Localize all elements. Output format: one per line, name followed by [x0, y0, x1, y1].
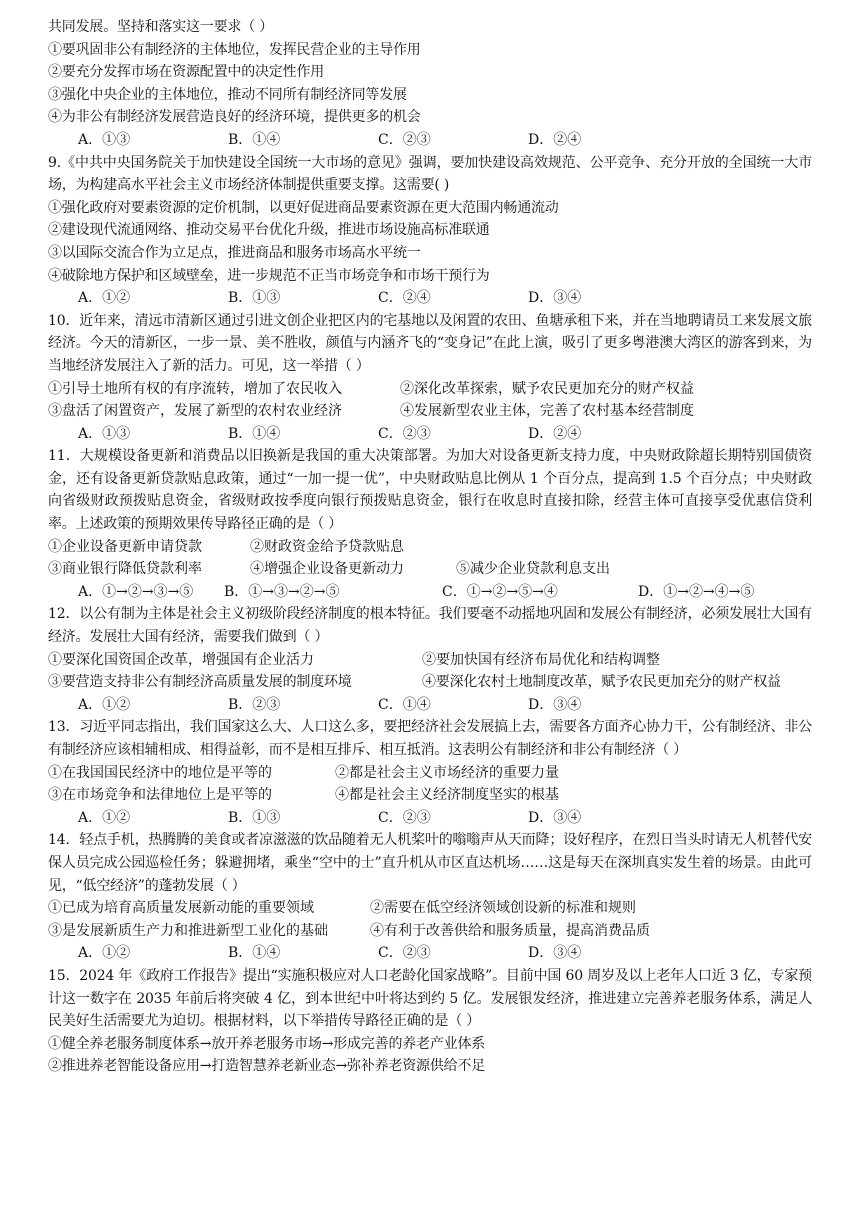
statement-1: ①强化政府对要素资源的定价机制，以更好促进商品要素资源在更大范围内畅通流动 [48, 199, 559, 216]
option-b: B．①④ [228, 425, 281, 442]
question-15 [48, 965, 812, 1078]
option-a: A．①② [78, 290, 131, 307]
statement-2: ②要充分发挥市场在资源配置中的决定性作用 [48, 64, 324, 81]
statement-4: ④要深化农村土地制度改革，赋予农民更加充分的财产权益 [422, 674, 781, 691]
question-10 [48, 310, 812, 446]
statement-2: ②建设现代流通网络、推动交易平台优化升级，推进市场设施高标准联通 [48, 222, 490, 239]
question-stem: 13．习近平同志指出，我们国家这么大、人口这么多，要把经济社会发展搞上去，需要各方面齐心协力干，公有制经济、非公有制经济应该相辅相成、相得益彰，而不是相互排斥、相互抵消。这表明公有制经济和非公有制经济（ ） [48, 719, 812, 758]
option-b: B．①④ [228, 131, 281, 148]
option-c: C．②④ [378, 290, 431, 307]
question-9 [48, 152, 812, 310]
option-c: C．②③ [378, 809, 431, 826]
option-d: D．③④ [528, 696, 582, 713]
option-a: A．①→②→③→⑤ [78, 583, 194, 600]
option-d: D．③④ [528, 945, 582, 962]
question-stem: 11．大规模设备更新和消费品以旧换新是我国的重大决策部署。为加大对设备更新支持力度，中央财政除超长期特别国债资金，还有设备更新贷款贴息政策，通过“一加一提一优”，中央财政贴息比例从 1 个百分点，提高到 1.5 个百分点；中央财政向省级财政预拨贴息资金，省级财政按季度向银行预拨贴息资金，银行在收息时直接扣除，经营主体可直接享受优惠信贷利率。上述政策的预期效果传导路径正确的是（ ） [48, 448, 812, 533]
option-b: B．①③ [228, 290, 281, 307]
option-d: D．②④ [528, 131, 582, 148]
statement-3: ③强化中央企业的主体地位，推动不同所有制经济同等发展 [48, 86, 407, 103]
option-c: C．②③ [378, 131, 431, 148]
statement-row [48, 378, 812, 401]
statement-1: ①要巩固非公有制经济的主体地位，发挥民营企业的主导作用 [48, 41, 421, 58]
statement-2: ②都是社会主义市场经济的重要力量 [335, 764, 559, 781]
statement-row [48, 558, 812, 581]
statement-3: ③以国际交流合作为立足点，推进商品和服务市场高水平统一 [48, 244, 421, 261]
statement-row [48, 536, 812, 559]
question-stem: 14．轻点手机，热腾腾的美食或者凉滋滋的饮品随着无人机桨叶的嗡嗡声从天而降；设好程序，在烈日当头时请无人机替代安保人员完成公园巡检任务；躲避拥堵，乘坐“空中的士”直升机从市区直达机场……这是每天在深圳真实发生着的场景。由此可见，“低空经济”的蓬勃发展（ ） [48, 832, 812, 894]
answer-options [48, 129, 812, 152]
statement-1: ①已成为培育高质量发展新动能的重要领域 [48, 900, 314, 917]
statement-row [48, 784, 812, 807]
statement-row [48, 920, 812, 943]
option-b: B．①→③→②→⑤ [224, 583, 340, 600]
option-a: A．①③ [78, 131, 131, 148]
option-a: A．①② [78, 945, 131, 962]
question-stem: 15．2024 年《政府工作报告》提出“实施积极应对人口老龄化国家战略”。目前中国 60 周岁及以上老年人口近 3 亿，专家预计这一数字在 2035 年前后将突破 4 亿，到本世纪中叶将达到约 5 亿。发展银发经济，推进建立完善养老服务体系，满足人民美好生活需要尤为迫切。根据材料，以下举措传导路径正确的是（ ） [48, 967, 812, 1030]
question-stem: 12．以公有制为主体是社会主义初级阶段经济制度的根本特征。我们要毫不动摇地巩固和发展公有制经济，必须发展壮大国有经济。发展壮大国有经济，需要我们做到（ ） [48, 606, 812, 646]
statement-4: ④都是社会主义经济制度坚实的根基 [335, 787, 559, 804]
answer-options [48, 287, 812, 310]
option-c: C．②③ [378, 425, 431, 442]
statement-row [48, 649, 812, 672]
statement-3: ③盘活了闲置资产，发展了新型的农村农业经济 [48, 403, 342, 420]
statement-3: ③是发展新质生产力和推进新型工业化的基础 [48, 922, 328, 939]
statement-2: ②推进养老智能设备应用→打造智慧养老新业态→弥补养老资源供给不足 [48, 1058, 486, 1075]
option-a: A．①② [78, 696, 131, 713]
option-d: D．③④ [528, 290, 582, 307]
statement-1: ①企业设备更新申请贷款 [48, 538, 202, 555]
statement-2: ②财政资金给予贷款贴息 [250, 538, 404, 555]
question-stem: 10．近年来，清远市清新区通过引进文创企业把区内的宅基地以及闲置的农田、鱼塘承租下来，并在当地聘请员工来发展文旅经济。今天的清新区，一步一景、美不胜收，颜值与内涵齐飞的“变身记”在此上演，吸引了更多粤港澳大湾区的游客到来，为当地经济发展注入了新的活力。可见，这一举措（ ） [48, 312, 812, 374]
answer-options [48, 423, 812, 446]
statement-4: ④有利于改善供给和服务质量，提高消费品质 [370, 922, 650, 939]
statement-3: ③在市场竞争和法律地位上是平等的 [48, 787, 272, 804]
statement-2: ②深化改革探索，赋予农民更加充分的财产权益 [400, 380, 694, 397]
question-8 [48, 16, 812, 152]
statement-1: ①健全养老服务制度体系→放开养老服务市场→形成完善的养老产业体系 [48, 1035, 486, 1052]
statement-2: ②要加快国有经济布局优化和结构调整 [422, 651, 660, 668]
question-13 [48, 716, 812, 829]
answer-options [48, 694, 812, 717]
answer-options [48, 581, 812, 604]
question-14 [48, 829, 812, 965]
option-b: B．①③ [228, 809, 281, 826]
question-stem-tail: 共同发展。坚持和落实这一要求（ ） [48, 19, 274, 35]
option-a: A．①② [78, 809, 131, 826]
statement-1: ①在我国国民经济中的地位是平等的 [48, 764, 272, 781]
statement-row [48, 671, 812, 694]
statement-4: ④为非公有制经济发展营造良好的经济环境，提供更多的机会 [48, 109, 421, 126]
statement-row [48, 897, 812, 920]
answer-options [48, 807, 812, 830]
statement-4: ④增强企业设备更新动力 [250, 561, 404, 578]
option-c: C．②③ [378, 945, 431, 962]
option-a: A．①③ [78, 425, 131, 442]
statement-2: ②需要在低空经济领域创设新的标准和规则 [370, 900, 636, 917]
statement-4: ④破除地方保护和区域壁垒，进一步规范不正当市场竞争和市场干预行为 [48, 267, 490, 284]
statement-1: ①引导土地所有权的有序流转，增加了农民收入 [48, 380, 342, 397]
option-d: D．②④ [528, 425, 582, 442]
option-c: C．①④ [378, 696, 431, 713]
statement-row [48, 400, 812, 423]
option-b: B．②③ [228, 696, 281, 713]
statement-row [48, 762, 812, 785]
option-b: B．①④ [228, 945, 281, 962]
statement-4: ④发展新型农业主体，完善了农村基本经营制度 [400, 403, 694, 420]
exam-page [48, 16, 812, 1078]
question-12 [48, 603, 812, 716]
question-11 [48, 445, 812, 603]
statement-1: ①要深化国资国企改革，增强国有企业活力 [48, 651, 314, 668]
question-stem: 9.《中共中央国务院关于加快建设全国统一大市场的意见》强调，要加快建设高效规范、公平竞争、充分开放的全国统一大市场，为构建高水平社会主义市场经济体制提供重要支撑。这需要( ) [48, 154, 812, 194]
answer-options [48, 942, 812, 965]
statement-5: ⑤减少企业贷款利息支出 [456, 561, 610, 578]
option-c: C．①→②→⑤→④ [442, 583, 558, 600]
statement-3: ③商业银行降低贷款利率 [48, 561, 202, 578]
option-d: D．①→②→④→⑤ [638, 583, 755, 600]
option-d: D．③④ [528, 809, 582, 826]
statement-3: ③要营造支持非公有制经济高质量发展的制度环境 [48, 674, 352, 691]
